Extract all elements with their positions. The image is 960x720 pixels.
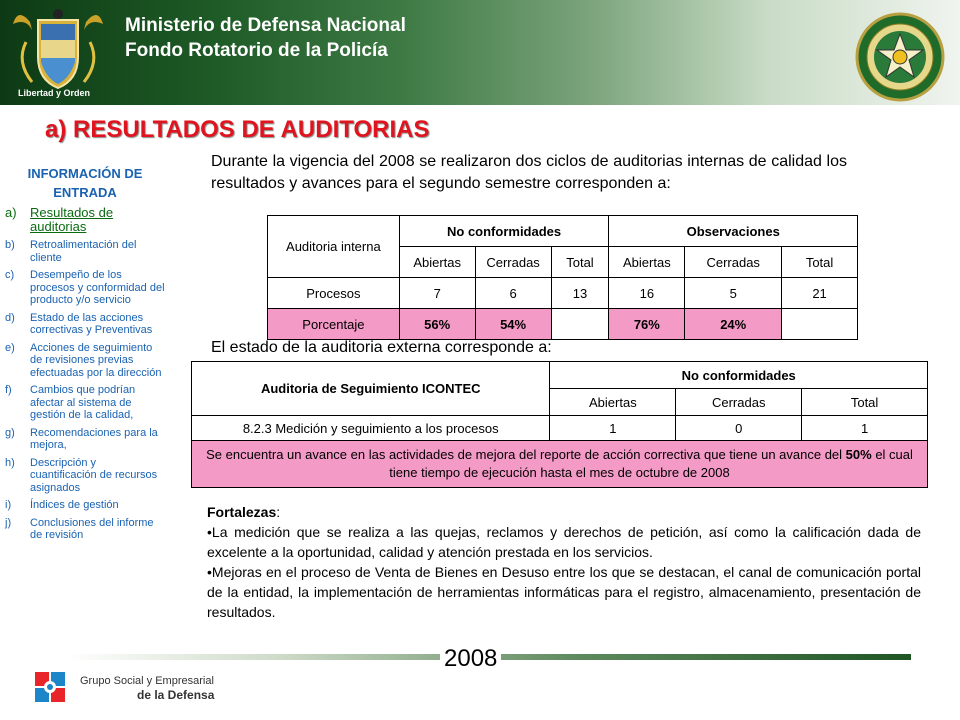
page-title: a) RESULTADOS DE AUDITORIAS [45, 116, 430, 143]
coat-of-arms-icon [8, 2, 108, 102]
fortalezas-bullet: •La medición que se realiza a las quejas, reclamos y derechos de petición, así como la calificación dada de excelente a la oportunidad, calidad y atención prestada en los servicios. [207, 524, 921, 560]
column-header: Abiertas [609, 247, 685, 278]
sidebar-item-label[interactable]: Retroalimentación del cliente [30, 239, 137, 264]
intro-paragraph: Durante la vigencia del 2008 se realizaron dos ciclos de auditorias internas de calidad los resultados y avances para el segundo semestre corresponden a: [211, 153, 847, 192]
column-header: Abiertas [399, 247, 475, 278]
sidebar-item-letter: c) [5, 269, 15, 281]
table-header-row [268, 216, 858, 247]
sidebar-item-indices[interactable] [5, 499, 165, 512]
table-cell: 7 [399, 278, 475, 309]
column-header: Total [802, 389, 928, 416]
table-cell: 76% [609, 309, 685, 340]
column-group-header: No conformidades [399, 216, 609, 247]
table-cell: 5 [685, 278, 782, 309]
sidebar-item-label[interactable]: Recomendaciones para la mejora, [30, 426, 158, 451]
table-cell: 56% [399, 309, 475, 340]
motto-label: Libertad y Orden [18, 88, 91, 98]
fortalezas-title: Fortalezas [207, 504, 277, 520]
sidebar-item-letter: i) [5, 499, 12, 511]
fortalezas-bullet-text: La medición que se realiza a las quejas, reclamos y derechos de petición, así como la calificación dada de excelente a la oportunidad, calidad y atención prestada en los servicios. [207, 524, 921, 560]
sidebar-item-conclusiones[interactable] [5, 517, 165, 542]
sidebar-item-letter: a) [5, 205, 17, 220]
sidebar-item-label[interactable]: Conclusiones del informe de revisión [30, 516, 154, 541]
table-cell: 1 [550, 416, 676, 441]
sidebar-item-letter: j) [5, 516, 12, 529]
fortalezas-bullet-text: Mejoras en el proceso de Venta de Bienes en Desuso entre los que se destacan, el canal de comunicación portal de la entidad, la implementación de herramientas informáticas para el registro, almacenamiento, presentación de resultados. [207, 564, 921, 620]
column-header: Abiertas [550, 389, 676, 416]
sidebar-heading [5, 164, 165, 202]
sidebar-item-letter: e) [5, 341, 15, 354]
sidebar-item-label[interactable]: Acciones de seguimiento de revisiones previas efectuadas por la dirección [30, 341, 162, 379]
table-cell [782, 309, 858, 340]
table-cell: 1 [802, 416, 928, 441]
table-cell: 6 [475, 278, 551, 309]
sidebar-item-retroalimentacion[interactable] [5, 239, 165, 264]
column-header: Total [551, 247, 609, 278]
sidebar-item-recursos[interactable] [5, 457, 165, 495]
external-audit-table [191, 361, 928, 488]
column-header: Cerradas [676, 389, 802, 416]
ministry-title: Ministerio de Defensa Nacional [125, 15, 406, 36]
sidebar-item-label[interactable]: Descripción y cuantificación de recursos asignados [30, 456, 158, 494]
sidebar-item-label[interactable]: Resultados de auditorias [30, 205, 114, 234]
column-group-header: Observaciones [609, 216, 858, 247]
table-header-row [192, 362, 928, 389]
sidebar-item-label[interactable]: Desempeño de los procesos y conformidad del producto y/o servicio [30, 269, 165, 306]
note-text-start: Se encuentra un avance en las actividades de mejora del reporte de acción correctiva que tiene un avance del [206, 447, 846, 462]
table-cell: 16 [609, 278, 685, 309]
table-corner-label: Auditoria interna [268, 216, 400, 278]
police-seal-icon [855, 12, 945, 102]
column-header: Cerradas [685, 247, 782, 278]
fortalezas-bullet: •Mejoras en el proceso de Venta de Bienes en Desuso entre los que se destacan, el canal de comunicación portal de la entidad, la implementación de herramientas informáticas para el registro, almacenamiento, presentación de resultados. [207, 564, 921, 620]
table-cell: 0 [676, 416, 802, 441]
sidebar-nav [5, 164, 165, 547]
logo-line2: de la Defensa [137, 688, 215, 702]
grupo-social-logo-icon [34, 671, 66, 703]
table-cell: 13 [551, 278, 609, 309]
fortalezas-section [207, 502, 921, 622]
table-note-row [192, 441, 928, 488]
sidebar-item-seguimiento[interactable] [5, 342, 165, 380]
sidebar-item-letter: g) [5, 426, 15, 439]
sidebar-heading-line2: ENTRADA [53, 185, 117, 200]
row-label: Porcentaje [268, 309, 400, 340]
fund-title: Fondo Rotatorio de la Policía [125, 40, 388, 61]
table-row [268, 309, 858, 340]
sidebar-item-desempeno[interactable] [5, 269, 165, 307]
fortalezas-heading: Fortalezas: [207, 504, 281, 520]
note-percentage: 50% [845, 447, 872, 462]
sidebar-item-resultados[interactable] [5, 206, 165, 234]
table-note [192, 441, 928, 488]
logo-line1: Grupo Social y Empresarial [80, 675, 214, 687]
table-row [268, 278, 858, 309]
table-cell: 21 [782, 278, 858, 309]
sidebar-item-letter: h) [5, 456, 15, 469]
table-cell: 54% [475, 309, 551, 340]
sidebar-item-recomendaciones[interactable] [5, 427, 165, 452]
footer-year: 2008 [440, 647, 501, 671]
sidebar-item-letter: b) [5, 239, 15, 251]
column-group-header: No conformidades [550, 362, 928, 389]
table-cell: 24% [685, 309, 782, 340]
sidebar-item-letter: d) [5, 311, 15, 324]
sidebar-item-label[interactable]: Índices de gestión [30, 499, 119, 511]
external-audit-heading: El estado de la auditoria externa corresponde a: [211, 339, 552, 356]
table-cell [551, 309, 609, 340]
row-label: Procesos [268, 278, 400, 309]
table-corner-label: Auditoria de Seguimiento ICONTEC [192, 362, 550, 416]
column-header: Total [782, 247, 858, 278]
table-row [192, 416, 928, 441]
sidebar-heading-line1: INFORMACIÓN DE [27, 166, 143, 181]
note-text-end: el cual tiene tiempo de ejecución hasta el mes de octubre de 2008 [389, 447, 913, 480]
header-banner [0, 0, 960, 105]
internal-audit-table [267, 215, 858, 340]
sidebar-item-label[interactable]: Cambios que podrían afectar al sistema de gestión de la calidad, [30, 384, 136, 421]
sidebar-item-letter: f) [5, 384, 12, 396]
sidebar-item-cambios[interactable] [5, 384, 165, 422]
column-header: Cerradas [475, 247, 551, 278]
sidebar-item-label[interactable]: Estado de las acciones correctivas y Preventivas [30, 311, 153, 336]
row-label: 8.2.3 Medición y seguimiento a los procesos [192, 416, 550, 441]
sidebar-item-acciones-correctivas[interactable] [5, 312, 165, 337]
